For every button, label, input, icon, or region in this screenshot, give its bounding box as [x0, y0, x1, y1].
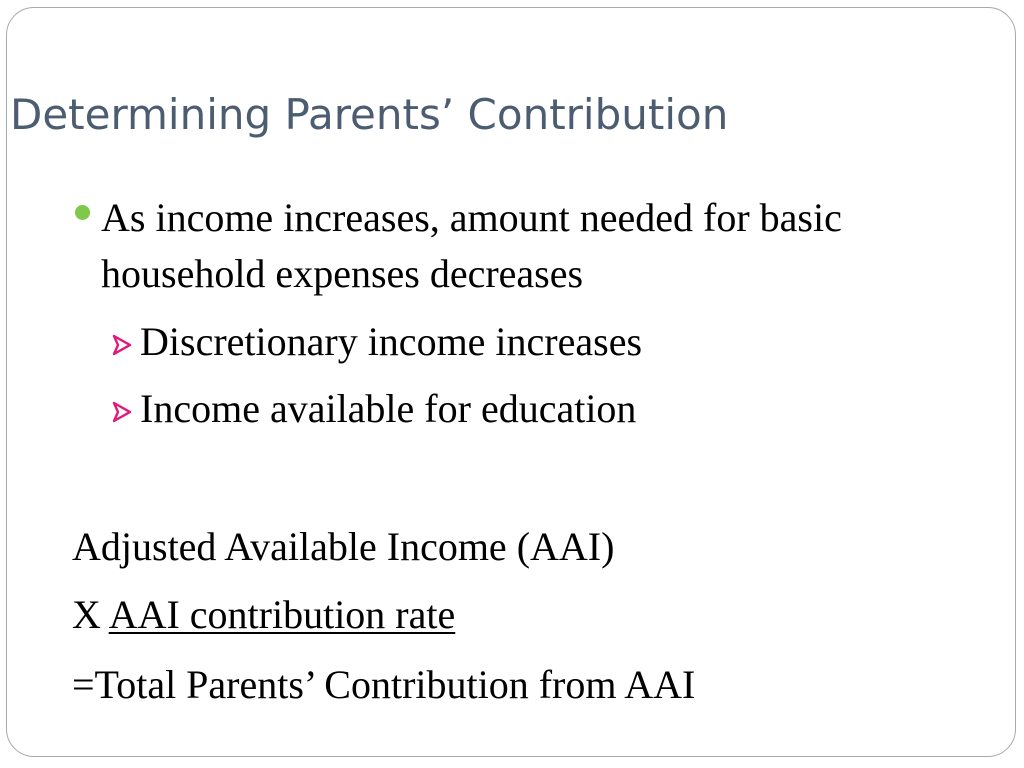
formula-line-2 — [72, 587, 455, 643]
arrow-bullet-icon — [110, 333, 136, 357]
bullet-text: As income increases, amount needed for basic household expenses decreases — [101, 195, 842, 296]
arrow-bullet-icon — [110, 400, 136, 424]
contribution-rate-text: AAI contribution rate — [108, 592, 456, 637]
sub-bullet-text: Income available for education — [140, 386, 637, 431]
bullet-item — [75, 190, 955, 302]
multiply-prefix: X — [72, 592, 109, 637]
formula-line-3: =Total Parents’ Contribution from AAI — [72, 662, 696, 707]
formula-line-1: Adjusted Available Income (AAI) — [72, 524, 615, 569]
green-dot-icon — [75, 205, 90, 220]
sub-bullet-text: Discretionary income increases — [140, 319, 643, 364]
slide-title: Determining Parents’ Contribution — [10, 90, 729, 139]
sub-bullet-item-2 — [110, 381, 636, 437]
sub-bullet-item-1 — [110, 314, 642, 370]
